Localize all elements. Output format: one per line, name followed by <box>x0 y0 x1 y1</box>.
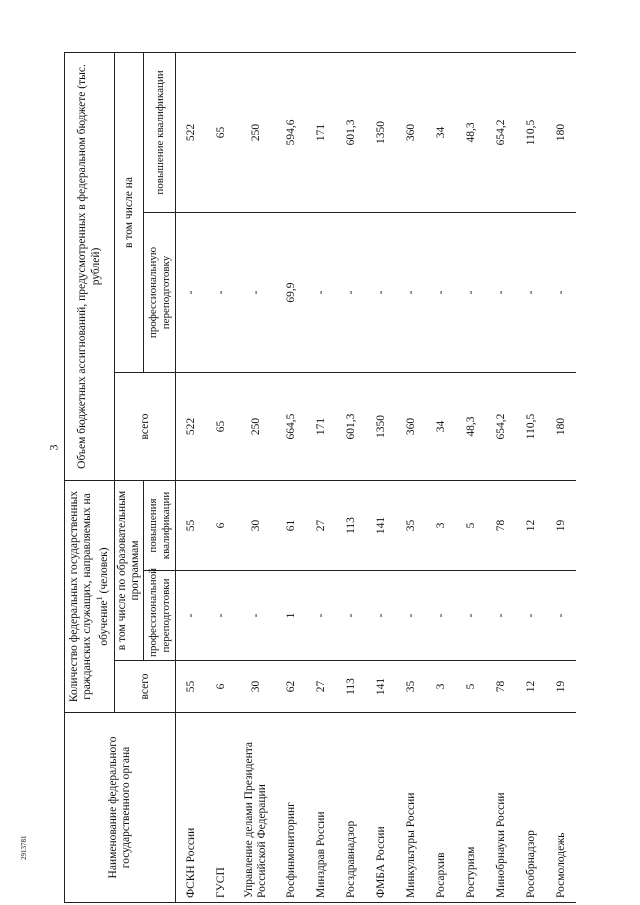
table-row <box>306 52 336 902</box>
row-value-budget-qualification: 250 <box>236 52 276 212</box>
row-value-budget-qualification: 601,3 <box>336 52 366 212</box>
row-value-budget-retraining: - <box>176 213 207 373</box>
header-count-retraining: профессиональной переподготовки <box>144 571 176 661</box>
row-value-budget-qualification: 522 <box>176 52 207 212</box>
row-value-budget-total: 522 <box>176 373 207 481</box>
header-budget-total: всего <box>115 373 176 481</box>
row-value-count-total: 5 <box>456 661 486 713</box>
table-row <box>516 52 546 902</box>
table-row <box>206 52 236 902</box>
row-value-count-qualification: 3 <box>426 481 456 571</box>
row-value-count-total: 12 <box>516 661 546 713</box>
row-value-budget-qualification: 48,3 <box>456 52 486 212</box>
row-value-count-retraining: - <box>456 571 486 661</box>
row-value-count-qualification: 5 <box>456 481 486 571</box>
row-value-count-qualification: 27 <box>306 481 336 571</box>
row-value-count-total: 3 <box>426 661 456 713</box>
row-value-budget-retraining: - <box>426 213 456 373</box>
row-value-budget-total: 360 <box>396 373 426 481</box>
row-value-budget-qualification: 1350 <box>366 52 396 212</box>
row-value-budget-total: 48,3 <box>456 373 486 481</box>
row-value-budget-retraining: - <box>546 213 576 373</box>
row-value-budget-total: 110,5 <box>516 373 546 481</box>
row-agency-name: Росфинмониторинг <box>276 713 306 903</box>
row-value-count-total: 30 <box>236 661 276 713</box>
row-value-count-retraining: - <box>546 571 576 661</box>
header-count-qualification: повышения квалификации <box>144 481 176 571</box>
row-value-count-retraining: - <box>516 571 546 661</box>
row-value-budget-retraining: - <box>336 213 366 373</box>
table-row <box>236 52 276 902</box>
row-agency-name: Минкультуры России <box>396 713 426 903</box>
row-value-count-retraining: - <box>366 571 396 661</box>
footnote-marker: 1 <box>94 596 104 601</box>
header-count-total: всего <box>115 661 176 713</box>
row-agency-name: Минздрав России <box>306 713 336 903</box>
row-value-count-qualification: 19 <box>546 481 576 571</box>
row-value-count-total: 27 <box>306 661 336 713</box>
row-value-budget-qualification: 171 <box>306 52 336 212</box>
row-value-count-qualification: 55 <box>176 481 207 571</box>
row-value-count-retraining: - <box>426 571 456 661</box>
row-value-budget-qualification: 594,6 <box>276 52 306 212</box>
table-row <box>336 52 366 902</box>
row-value-budget-retraining: - <box>516 213 546 373</box>
row-value-budget-retraining: - <box>486 213 516 373</box>
row-value-count-retraining: - <box>206 571 236 661</box>
row-value-budget-retraining: - <box>236 213 276 373</box>
row-value-budget-qualification: 34 <box>426 52 456 212</box>
row-agency-name: Ростуризм <box>456 713 486 903</box>
row-value-budget-total: 65 <box>206 373 236 481</box>
header-count-unit: (человек) <box>97 547 110 594</box>
row-value-budget-retraining: - <box>366 213 396 373</box>
table-row <box>396 52 426 902</box>
table-row <box>456 52 486 902</box>
document-code: 2913781 <box>20 835 28 860</box>
row-value-count-retraining: - <box>236 571 276 661</box>
row-value-budget-qualification: 180 <box>546 52 576 212</box>
header-including-programs: в том числе по образовательным программам <box>115 481 144 661</box>
table-row <box>366 52 396 902</box>
row-value-count-qualification: 113 <box>336 481 366 571</box>
table-row <box>276 52 306 902</box>
header-including-for: в том числе на <box>115 52 144 372</box>
row-value-budget-total: 180 <box>546 373 576 481</box>
row-value-budget-retraining: 69,9 <box>276 213 306 373</box>
row-value-budget-qualification: 65 <box>206 52 236 212</box>
row-value-budget-total: 664,5 <box>276 373 306 481</box>
header-agency-name: Наименование федерального государственного органа <box>65 713 176 903</box>
row-value-count-qualification: 30 <box>236 481 276 571</box>
table-row <box>546 52 576 902</box>
row-agency-name: Управление делами Президента Российской Федерации <box>236 713 276 903</box>
row-value-count-qualification: 78 <box>486 481 516 571</box>
table-row <box>486 52 516 902</box>
row-agency-name: Рособрнадзор <box>516 713 546 903</box>
row-agency-name: Росмолодежь <box>546 713 576 903</box>
row-value-count-total: 55 <box>176 661 207 713</box>
row-value-budget-total: 34 <box>426 373 456 481</box>
row-agency-name: Росздравнадзор <box>336 713 366 903</box>
header-count-text: Количество федеральных государственных гражданских служащих, направляемых на обучение <box>68 490 110 703</box>
row-value-budget-total: 1350 <box>366 373 396 481</box>
row-agency-name: Росархив <box>426 713 456 903</box>
row-value-budget-total: 171 <box>306 373 336 481</box>
row-value-count-total: 35 <box>396 661 426 713</box>
row-value-count-qualification: 12 <box>516 481 546 571</box>
row-value-count-retraining: 1 <box>276 571 306 661</box>
budget-table <box>64 52 576 903</box>
row-value-count-qualification: 6 <box>206 481 236 571</box>
header-budget-retraining: профессиональную переподготовку <box>144 213 176 373</box>
header-budget-group: Объем бюджетных ассигнований, предусмотренных в федеральном бюджете (тыс. рублей) <box>65 52 115 480</box>
row-value-count-total: 78 <box>486 661 516 713</box>
row-value-budget-total: 250 <box>236 373 276 481</box>
row-value-count-total: 62 <box>276 661 306 713</box>
row-value-count-retraining: - <box>336 571 366 661</box>
row-value-budget-retraining: - <box>456 213 486 373</box>
row-agency-name: Минобрнауки России <box>486 713 516 903</box>
row-value-count-qualification: 61 <box>276 481 306 571</box>
row-value-count-total: 6 <box>206 661 236 713</box>
row-agency-name: ГУСП <box>206 713 236 903</box>
row-agency-name: ФМБА России <box>366 713 396 903</box>
row-value-budget-total: 654,2 <box>486 373 516 481</box>
row-value-count-total: 141 <box>366 661 396 713</box>
row-value-count-qualification: 35 <box>396 481 426 571</box>
row-value-count-total: 113 <box>336 661 366 713</box>
header-count-group <box>65 481 115 713</box>
row-value-budget-qualification: 110,5 <box>516 52 546 212</box>
row-value-budget-total: 601,3 <box>336 373 366 481</box>
row-value-count-retraining: - <box>396 571 426 661</box>
row-value-count-retraining: - <box>176 571 207 661</box>
row-value-budget-qualification: 654,2 <box>486 52 516 212</box>
row-value-count-total: 19 <box>546 661 576 713</box>
row-value-budget-retraining: - <box>306 213 336 373</box>
table-row <box>426 52 456 902</box>
page-number: 3 <box>46 444 61 451</box>
row-value-budget-retraining: - <box>206 213 236 373</box>
row-value-budget-retraining: - <box>396 213 426 373</box>
header-budget-qualification: повышение квалификации <box>144 52 176 212</box>
row-value-count-retraining: - <box>486 571 516 661</box>
table-body <box>176 52 577 902</box>
row-value-budget-qualification: 360 <box>396 52 426 212</box>
rotated-table-container <box>64 53 614 903</box>
row-agency-name: ФСКН России <box>176 713 207 903</box>
row-value-count-retraining: - <box>306 571 336 661</box>
row-value-count-qualification: 141 <box>366 481 396 571</box>
table-row <box>176 52 207 902</box>
